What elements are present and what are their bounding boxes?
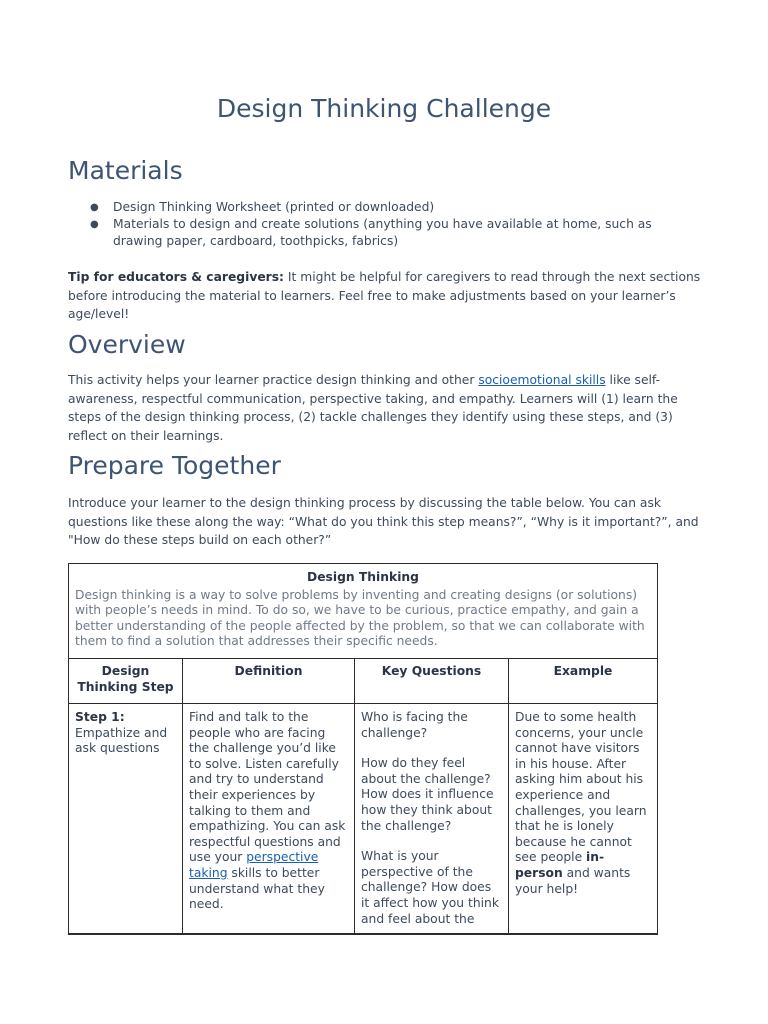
materials-list bbox=[68, 199, 688, 250]
prepare-together-heading: Prepare Together bbox=[68, 451, 281, 480]
perspective-taking-link[interactable]: perspective taking bbox=[189, 850, 319, 880]
materials-heading: Materials bbox=[68, 156, 183, 185]
overview-paragraph: This activity helps your learner practice design thinking and other socioemotional skills like self-awareness, respectful communication, perspective taking, and empathy. Learners will (1) learn the steps of the design thinking process, (2) tackle challenges they identify using these steps, and (3) reflect on their learnings. bbox=[68, 373, 678, 443]
table-header-row bbox=[69, 658, 658, 703]
table-title: Design Thinking bbox=[307, 570, 419, 584]
example-cell: Due to some health concerns, your uncle cannot have visitors in his house. After asking him about his experience and challenges, you learn that he is lonely because he cannot see people in-person and wants your help! bbox=[509, 703, 658, 934]
key-questions-cell: Who is facing the challenge? How do they feel about the challenge? How does it influence how they think about the challenge? What is your perspective of the challenge? How does it affect how you think and feel about the bbox=[355, 703, 509, 934]
column-header: Key Questions bbox=[355, 658, 509, 703]
column-header: Example bbox=[509, 658, 658, 703]
table-intro-text: Design thinking is a way to solve problems by inventing and creating designs (or solutions) with people’s needs in mind. To do so, we have to be curious, practice empathy, and gain a better understanding of the people affected by the problem, so that we can collaborate with them to find a solution that addresses their specific needs. bbox=[75, 587, 645, 649]
bullet-icon: ● bbox=[90, 219, 99, 230]
design-thinking-table bbox=[68, 563, 658, 935]
socioemotional-skills-link[interactable]: socioemotional skills bbox=[478, 373, 606, 387]
tip-label: Tip for educators & caregivers: bbox=[68, 270, 284, 284]
prepare-paragraph: Introduce your learner to the design thinking process by discussing the table below. You can ask questions like these along the way: “What do you think this step means?”, “Why is it important?”, and "How do these steps build on each other?” bbox=[68, 496, 699, 547]
tip-paragraph: Tip for educators & caregivers: It might be helpful for caregivers to read through the next sections before introducing the material to learners. Feel free to make adjustments based on your learner’s age/level! bbox=[68, 270, 701, 321]
overview-heading: Overview bbox=[68, 330, 186, 359]
document-title: Design Thinking Challenge bbox=[216, 94, 552, 123]
list-item: ● Design Thinking Worksheet (printed or downloaded) bbox=[90, 200, 435, 214]
definition-cell: Find and talk to the people who are facing the challenge you’d like to solve. Listen carefully and try to understand their experiences by talking to them and empathizing. You can ask respectful questions and use your perspective taking skills to better understand what they need. bbox=[183, 703, 355, 934]
column-header: Design Thinking Step bbox=[69, 658, 183, 703]
list-item: ● Materials to design and create solutions (anything you have available at home, such as drawing paper, cardboard, toothpicks, fabrics) bbox=[90, 217, 652, 248]
table-row bbox=[69, 703, 658, 934]
table-intro-cell bbox=[69, 564, 658, 659]
bullet-icon: ● bbox=[90, 202, 99, 213]
step-cell: Step 1: Empathize and ask questions bbox=[69, 703, 183, 934]
column-header: Definition bbox=[183, 658, 355, 703]
